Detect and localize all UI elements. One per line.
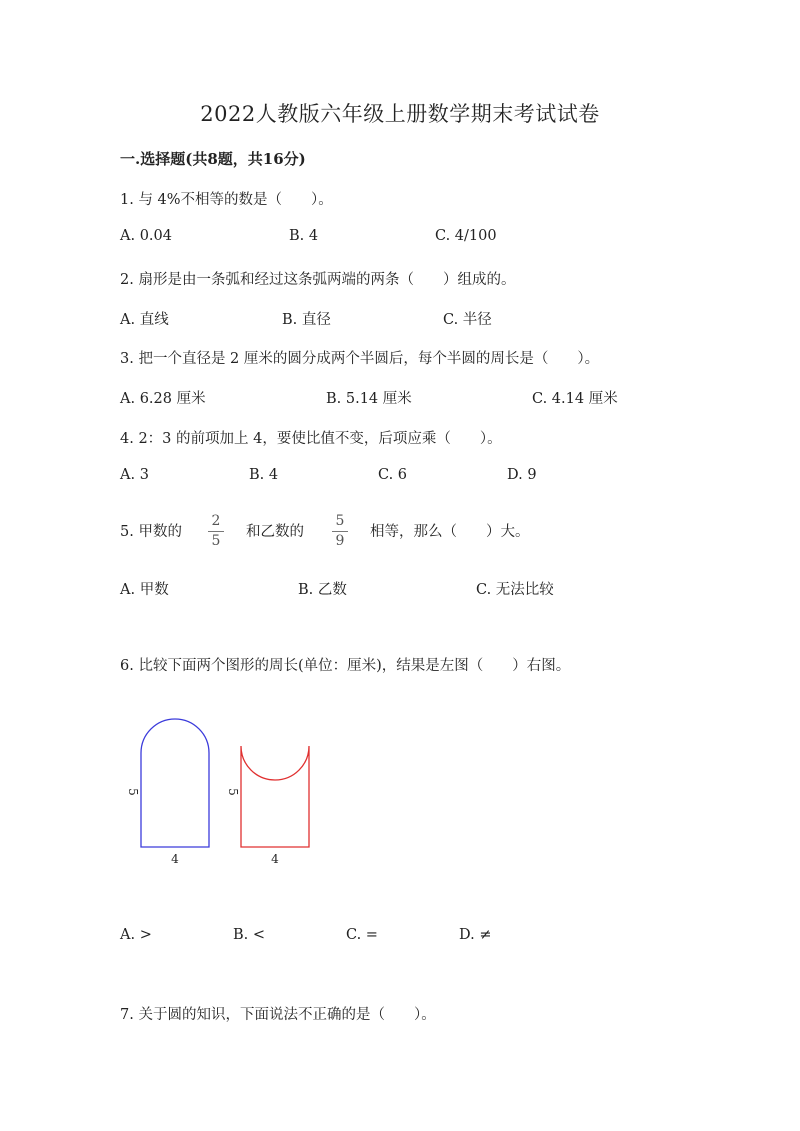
left-shape-outline	[141, 719, 209, 847]
fraction-2-5	[208, 513, 224, 550]
q5-option-a: A. 甲数	[120, 582, 169, 598]
question-4: 4. 2：3 的前项加上 4，要使比值不变，后项应乘（ ）。	[120, 431, 502, 447]
q6-option-b: B. <	[233, 927, 266, 943]
fraction-bar	[332, 531, 348, 532]
section-heading: 一.选择题(共8题，共16分)	[120, 150, 306, 168]
question-7: 7. 关于圆的知识，下面说法不正确的是（ ）。	[120, 1007, 436, 1023]
q3-option-a: A. 6.28 厘米	[120, 391, 206, 407]
q1-option-c: C. 4/100	[435, 228, 497, 244]
right-shape-outline	[241, 746, 309, 847]
q6-option-c: C. =	[346, 927, 378, 943]
fraction-numerator: 5	[335, 513, 345, 529]
q6-option-a: A. >	[120, 927, 152, 943]
q5-option-c: C. 无法比较	[476, 582, 554, 598]
q4-option-a: A. 3	[120, 467, 149, 483]
fraction-numerator: 2	[211, 513, 221, 529]
perimeter-figure	[120, 712, 340, 872]
fraction-bar	[208, 531, 224, 532]
right-width-label: 4	[271, 852, 279, 866]
question-2: 2. 扇形是由一条弧和经过这条弧两端的两条（ ）组成的。	[120, 272, 516, 288]
left-height-label: 5	[126, 788, 140, 796]
q2-option-a: A. 直线	[120, 312, 169, 328]
left-width-label: 4	[171, 852, 179, 866]
q6-option-d: D. ≠	[459, 927, 492, 943]
question-6: 6. 比较下面两个图形的周长(单位：厘米)，结果是左图（ ）右图。	[120, 658, 571, 674]
q3-option-c: C. 4.14 厘米	[532, 391, 618, 407]
question-1: 1. 与 4%不相等的数是（ ）。	[120, 192, 333, 208]
q4-option-c: C. 6	[378, 467, 408, 483]
q1-option-b: B. 4	[289, 228, 319, 244]
question-5-part-3: 相等，那么（ ）大。	[370, 524, 530, 540]
q2-option-b: B. 直径	[282, 312, 331, 328]
question-3: 3. 把一个直径是 2 厘米的圆分成两个半圆后，每个半圆的周长是（ ）。	[120, 351, 600, 367]
fraction-5-9	[332, 513, 348, 550]
question-5-part-2: 和乙数的	[246, 524, 304, 540]
q5-option-b: B. 乙数	[298, 582, 347, 598]
q4-option-b: B. 4	[249, 467, 279, 483]
right-height-label: 5	[226, 788, 240, 796]
q4-option-d: D. 9	[507, 467, 537, 483]
fraction-denominator: 5	[211, 533, 221, 549]
fraction-denominator: 9	[335, 533, 345, 549]
q3-option-b: B. 5.14 厘米	[326, 391, 412, 407]
q2-option-c: C. 半径	[443, 312, 492, 328]
question-5-part-1: 5. 甲数的	[120, 524, 182, 540]
page-title: 2022人教版六年级上册数学期末考试试卷	[200, 102, 600, 126]
q1-option-a: A. 0.04	[120, 228, 172, 244]
